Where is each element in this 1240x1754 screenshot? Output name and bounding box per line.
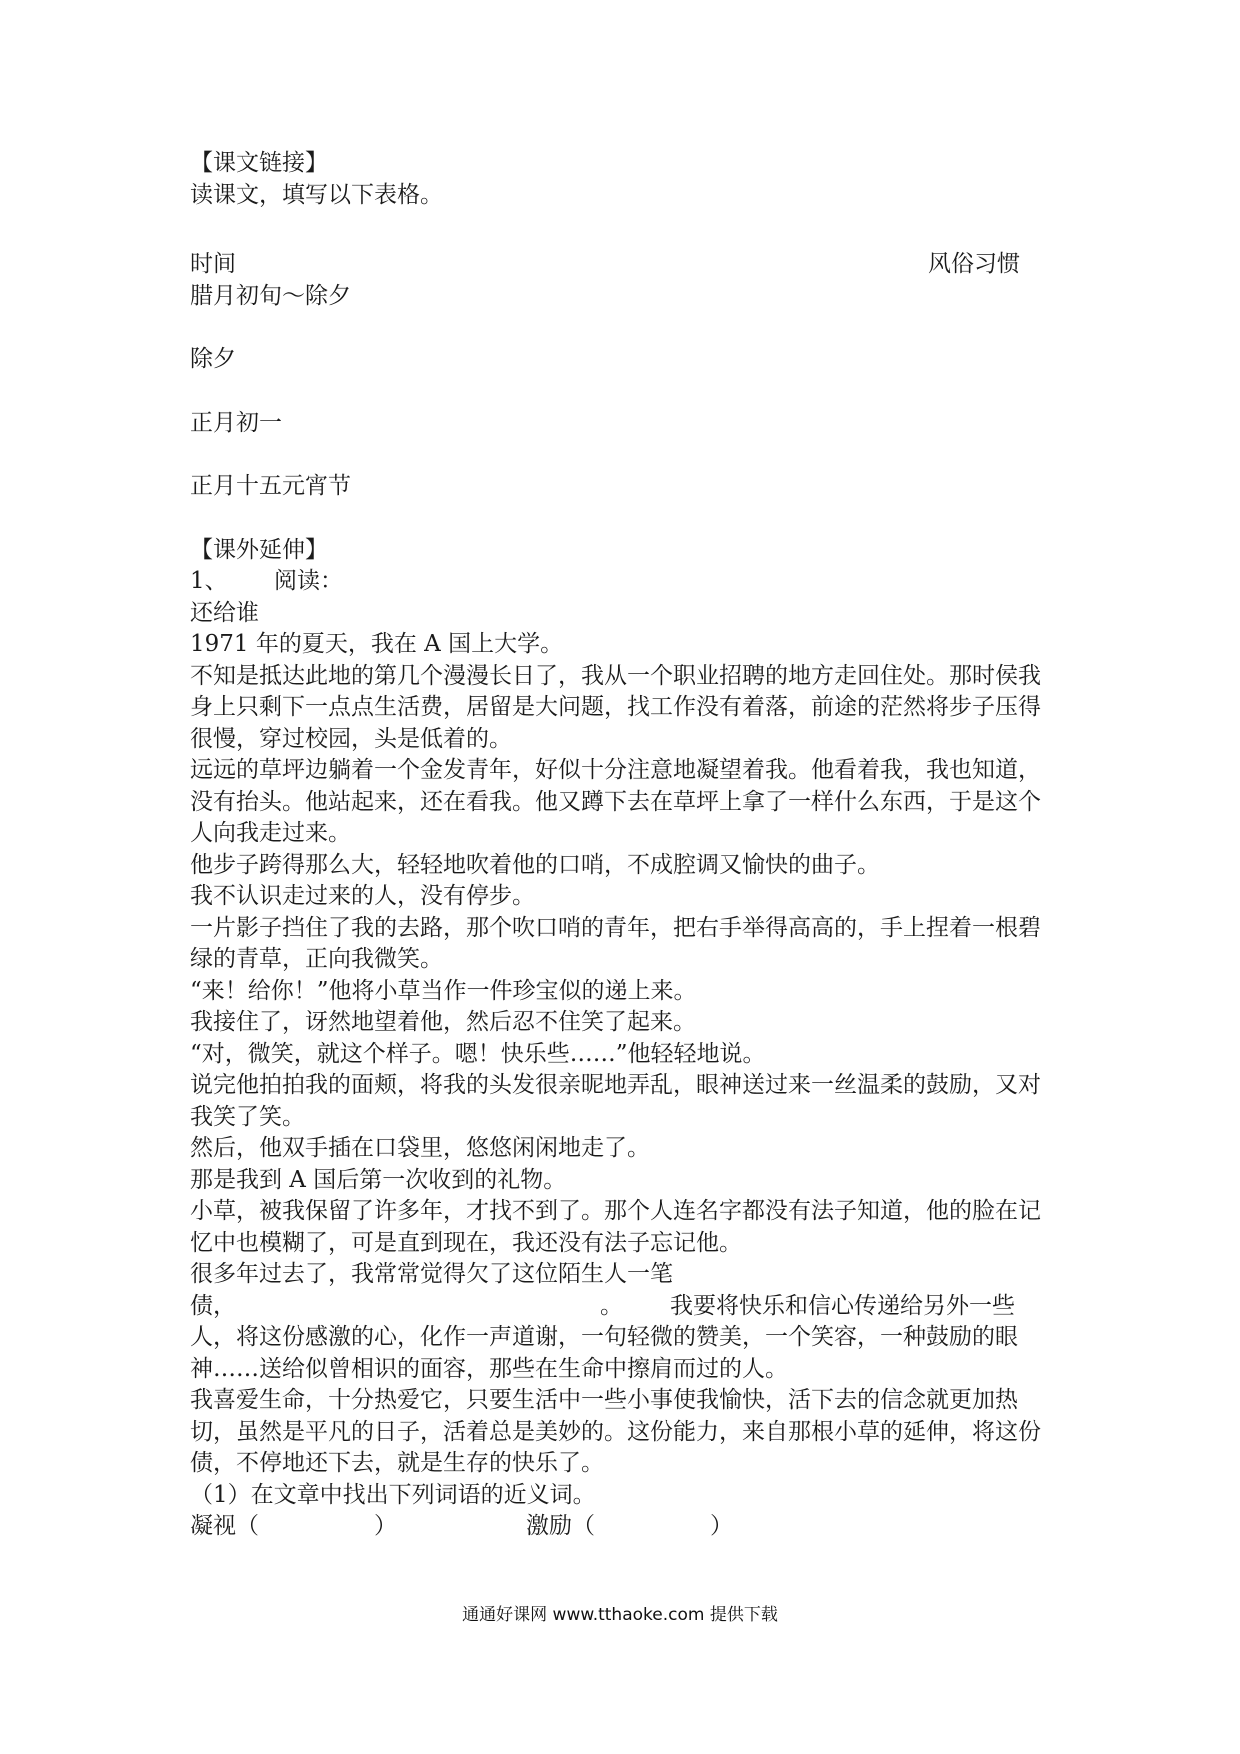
story-paragraph: 他步子跨得那么大，轻轻地吹着他的口哨，不成腔调又愉快的曲子。	[190, 851, 880, 878]
question-number: 1、	[190, 568, 228, 594]
story-paragraph: “对，微笑，就这个样子。嗯！快乐些……”他轻轻地说。	[190, 1040, 766, 1067]
document-page	[190, 148, 1060, 1543]
footer-credit: 通通好课网 www.tthaoke.com 提供下载	[462, 1605, 778, 1625]
story-paragraph: 远远的草坪边躺着一个金发青年，好似十分注意地凝望着我。他看着我，我也知道，没有抬头。他站起来，还在看我。他又蹲下去在草坪上拿了一样什么东西，于是这个人向我走过来。	[190, 757, 1041, 846]
story-paragraph: 不知是抵达此地的第几个漫漫长日了，我从一个职业招聘的地方走回住处。那时侯我身上只剩下一点点生活费，居留是大问题，找工作没有着落，前途的茫然将步子压得很慢，穿过校园，头是低着的。	[190, 662, 1041, 752]
story-paragraph: 1971 年的夏天，我在 A 国上大学。	[190, 631, 564, 657]
story-paragraph: 然后，他双手插在口袋里，悠悠闲闲地走了。	[190, 1135, 650, 1161]
table-row-time: 正月十五元宵节	[190, 473, 351, 499]
question-label: 阅读：	[274, 568, 343, 594]
story-paragraph: “来！给你！”他将小草当作一件珍宝似的递上来。	[190, 977, 697, 1004]
table-row-time: 腊月初旬～除夕	[190, 282, 351, 309]
story-paragraph: 说完他拍拍我的面颊，将我的头发很亲昵地弄乱，眼神送过来一丝温柔的鼓励，又对我笑了笑。	[190, 1072, 1041, 1130]
story-paragraph: 小草，被我保留了许多年，才找不到了。那个人连名字都没有法子知道，他的脸在记忆中也模糊了，可是直到现在，我还没有法子忘记他。	[190, 1198, 1041, 1256]
section-heading-extension: 【课外延伸】	[190, 536, 328, 563]
story-paragraph: 我不认识走过来的人，没有停步。	[190, 883, 535, 909]
story-paragraph: 我喜爱生命，十分热爱它，只要生活中一些小事使我愉快，活下去的信念就更加热切，虽然是平凡的日子，活着总是美妙的。这份能力，来自那根小草的延伸，将这份债，不停地还下去，就是生存的快乐了。	[190, 1387, 1041, 1476]
story-debt-paragraph	[190, 1291, 1060, 1386]
story-paragraph: 那是我到 A 国后第一次收到的礼物。	[190, 1166, 567, 1193]
table-header-custom: 风俗习惯	[928, 251, 1020, 277]
fill-blank-item: 凝视（ ）	[190, 1513, 397, 1539]
table-header-row	[190, 249, 1060, 281]
instruction-text: 读课文，填写以下表格。	[190, 181, 443, 208]
table-row-time: 正月初一	[190, 409, 282, 436]
section-heading-text-link: 【课文链接】	[190, 150, 328, 176]
question-prompt: （1）在文章中找出下列词语的近义词。	[190, 1481, 596, 1508]
table-header-time: 时间	[190, 251, 236, 277]
question-fill-row	[190, 1511, 1060, 1543]
table-row-time: 除夕	[190, 346, 236, 372]
story-paragraph: 一片影子挡住了我的去路，那个吹口哨的青年，把右手举得高高的，手上捏着一根碧绿的青草，正向我微笑。	[190, 914, 1041, 972]
fill-blank-item: 激励（ ）	[526, 1513, 733, 1539]
debt-rest: 我要将快乐和信心传递给另外一些人，将这份感激的心，化作一声道谢，一句轻微的赞美，一个笑容，一种鼓励的眼神……送给似曾相识的面容，那些在生命中擦肩而过的人。	[190, 1292, 1018, 1382]
story-debt-line: 很多年过去了，我常常觉得欠了这位陌生人一笔	[190, 1261, 673, 1287]
story-paragraph: 我接住了，讶然地望着他，然后忍不住笑了起来。	[190, 1009, 696, 1035]
question-number-row	[190, 566, 1060, 598]
debt-period: 。	[600, 1292, 623, 1319]
debt-word: 债，	[190, 1292, 236, 1319]
story-title: 还给谁	[190, 599, 259, 626]
